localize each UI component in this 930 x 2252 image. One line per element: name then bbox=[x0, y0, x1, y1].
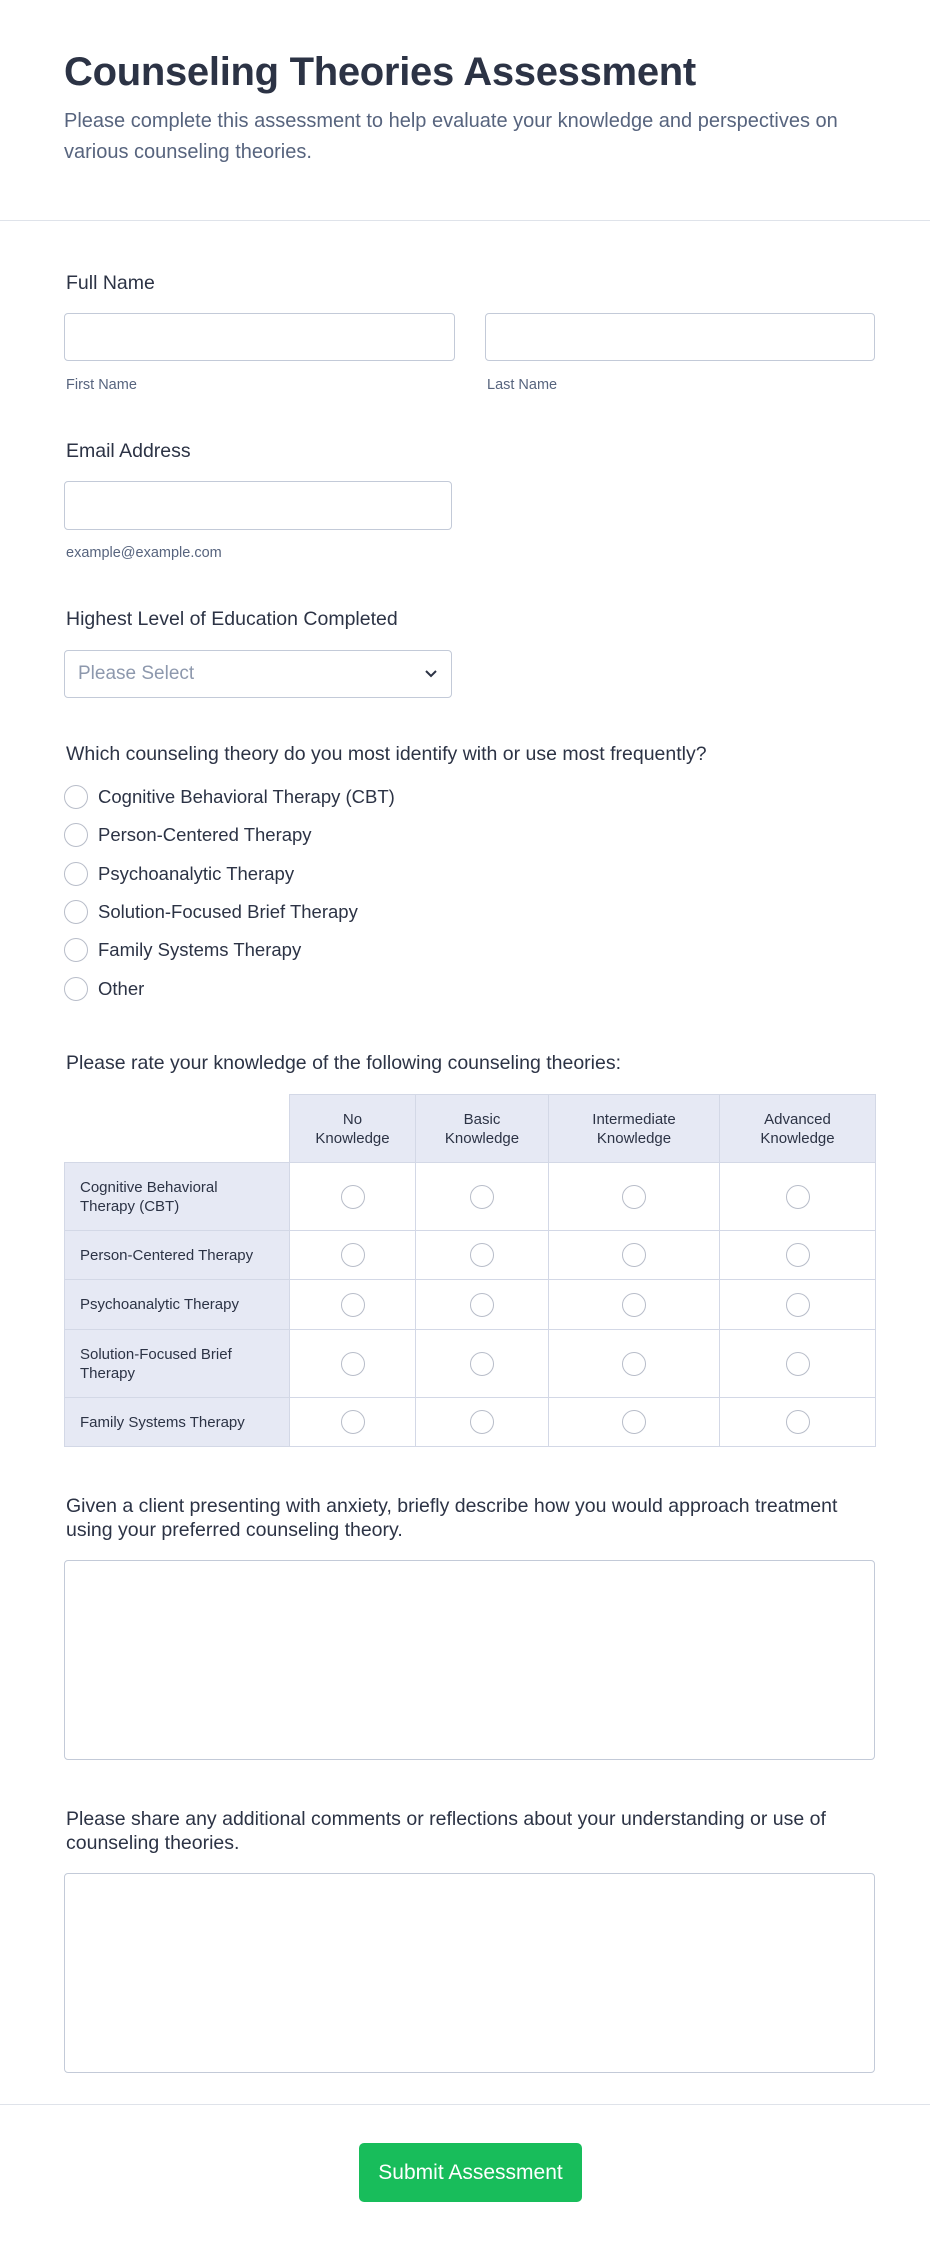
column-header-line: Knowledge bbox=[444, 1129, 520, 1147]
radio-button[interactable] bbox=[786, 1352, 810, 1376]
matrix-cell bbox=[290, 1398, 416, 1447]
radio-button[interactable] bbox=[341, 1243, 365, 1267]
radio-button[interactable] bbox=[786, 1410, 810, 1434]
matrix-row bbox=[65, 1280, 876, 1330]
matrix-cell bbox=[290, 1231, 416, 1280]
radio-button[interactable] bbox=[786, 1185, 810, 1209]
matrix-column-header bbox=[290, 1095, 416, 1163]
radio-button[interactable] bbox=[622, 1352, 646, 1376]
chevron-down-icon bbox=[424, 669, 438, 679]
matrix-cell bbox=[416, 1330, 549, 1398]
theory-option-label: Person-Centered Therapy bbox=[98, 824, 312, 845]
first-name-input[interactable] bbox=[64, 313, 455, 361]
row-label-line: Solution-Focused Brief bbox=[80, 1345, 232, 1363]
radio-button[interactable] bbox=[64, 823, 88, 847]
anxiety-textarea[interactable] bbox=[64, 1560, 875, 1760]
matrix-row-label bbox=[65, 1280, 290, 1330]
column-header-line: Knowledge bbox=[760, 1129, 835, 1147]
row-label-line: Cognitive Behavioral bbox=[80, 1178, 218, 1196]
matrix-row bbox=[65, 1231, 876, 1280]
last-name-sublabel: Last Name bbox=[487, 377, 558, 393]
matrix-row bbox=[65, 1398, 876, 1447]
matrix-row-label bbox=[65, 1330, 290, 1398]
matrix-cell bbox=[549, 1163, 720, 1231]
radio-button[interactable] bbox=[64, 977, 88, 1001]
page-title: Counseling Theories Assessment bbox=[64, 50, 696, 94]
radio-button[interactable] bbox=[341, 1293, 365, 1317]
column-header-line: Knowledge bbox=[315, 1129, 390, 1147]
column-header-line: Basic bbox=[463, 1110, 501, 1128]
row-label-line: Therapy bbox=[80, 1364, 136, 1382]
radio-button[interactable] bbox=[470, 1243, 494, 1267]
theory-option[interactable] bbox=[64, 823, 312, 847]
matrix-corner bbox=[65, 1095, 290, 1163]
matrix-cell bbox=[416, 1231, 549, 1280]
radio-button[interactable] bbox=[622, 1185, 646, 1209]
education-placeholder: Please Select bbox=[78, 663, 195, 684]
footer-divider bbox=[0, 2104, 930, 2105]
radio-button[interactable] bbox=[341, 1185, 365, 1209]
page-description: Please complete this assessment to help evaluate your knowledge and perspectives on various counseling theories. bbox=[64, 110, 838, 163]
row-label-line: Person-Centered Therapy bbox=[80, 1246, 254, 1264]
row-label-line: Psychoanalytic Therapy bbox=[80, 1296, 239, 1313]
radio-button[interactable] bbox=[470, 1185, 494, 1209]
matrix-row-label bbox=[65, 1163, 290, 1231]
radio-button[interactable] bbox=[341, 1410, 365, 1434]
matrix-cell bbox=[549, 1330, 720, 1398]
column-header-line: No bbox=[342, 1110, 363, 1128]
matrix-cell bbox=[290, 1163, 416, 1231]
matrix-row-label bbox=[65, 1398, 290, 1447]
matrix-column-header bbox=[549, 1095, 720, 1163]
matrix-cell bbox=[416, 1280, 549, 1330]
matrix-cell bbox=[720, 1280, 876, 1330]
comments-question: Please share any additional comments or reflections about your understanding or use of counseling theories. bbox=[66, 1808, 826, 1854]
theory-option[interactable] bbox=[64, 977, 144, 1001]
radio-button[interactable] bbox=[470, 1410, 494, 1434]
column-header-line: Advanced bbox=[764, 1110, 831, 1128]
education-select[interactable] bbox=[64, 650, 452, 698]
column-header-line: Intermediate bbox=[592, 1110, 676, 1128]
radio-button[interactable] bbox=[64, 785, 88, 809]
theory-question: Which counseling theory do you most identify with or use most frequently? bbox=[66, 743, 707, 765]
comments-textarea[interactable] bbox=[64, 1873, 875, 2073]
first-name-sublabel: First Name bbox=[66, 377, 137, 393]
email-hint: example@example.com bbox=[66, 545, 222, 561]
matrix-column-header bbox=[720, 1095, 876, 1163]
matrix-cell bbox=[290, 1330, 416, 1398]
theory-option-label: Psychoanalytic Therapy bbox=[98, 863, 295, 884]
submit-button[interactable]: Submit Assessment bbox=[359, 2143, 582, 2202]
theory-option[interactable] bbox=[64, 900, 358, 924]
matrix-row-label bbox=[65, 1231, 290, 1280]
radio-button[interactable] bbox=[64, 938, 88, 962]
radio-button[interactable] bbox=[622, 1410, 646, 1434]
education-label: Highest Level of Education Completed bbox=[66, 608, 398, 630]
anxiety-question: Given a client presenting with anxiety, briefly describe how you would approach treatment using your preferred counseling theory. bbox=[66, 1495, 838, 1541]
matrix-cell bbox=[549, 1280, 720, 1330]
theory-option-label: Family Systems Therapy bbox=[98, 939, 302, 960]
radio-button[interactable] bbox=[470, 1293, 494, 1317]
matrix-cell bbox=[416, 1398, 549, 1447]
full-name-label: Full Name bbox=[66, 272, 155, 294]
radio-button[interactable] bbox=[341, 1352, 365, 1376]
theory-option-label: Solution-Focused Brief Therapy bbox=[98, 901, 358, 922]
matrix-cell bbox=[549, 1231, 720, 1280]
last-name-input[interactable] bbox=[485, 313, 875, 361]
row-label-line: Family Systems Therapy bbox=[80, 1413, 245, 1431]
theory-option-label: Other bbox=[98, 978, 145, 999]
radio-button[interactable] bbox=[786, 1243, 810, 1267]
matrix-cell bbox=[720, 1163, 876, 1231]
matrix-cell bbox=[720, 1398, 876, 1447]
matrix-column-header bbox=[416, 1095, 549, 1163]
radio-button[interactable] bbox=[470, 1352, 494, 1376]
row-label-line: Therapy (CBT) bbox=[80, 1197, 180, 1215]
radio-button[interactable] bbox=[64, 900, 88, 924]
email-label: Email Address bbox=[66, 440, 191, 462]
radio-button[interactable] bbox=[622, 1293, 646, 1317]
matrix-row bbox=[65, 1330, 876, 1398]
matrix-cell bbox=[720, 1330, 876, 1398]
knowledge-matrix bbox=[64, 1094, 876, 1447]
column-header-line: Knowledge bbox=[596, 1129, 672, 1147]
theory-option[interactable] bbox=[64, 938, 301, 962]
header-divider bbox=[0, 220, 930, 221]
matrix-cell bbox=[416, 1163, 549, 1231]
matrix-cell bbox=[549, 1398, 720, 1447]
theory-option-label: Cognitive Behavioral Therapy (CBT) bbox=[98, 786, 395, 807]
matrix-cell bbox=[720, 1231, 876, 1280]
radio-button[interactable] bbox=[786, 1293, 810, 1317]
theory-option[interactable] bbox=[64, 785, 395, 809]
radio-button[interactable] bbox=[64, 862, 88, 886]
matrix-cell bbox=[290, 1280, 416, 1330]
matrix-row bbox=[65, 1163, 876, 1231]
theory-option[interactable] bbox=[64, 862, 294, 886]
email-input[interactable] bbox=[64, 481, 452, 530]
radio-button[interactable] bbox=[622, 1243, 646, 1267]
matrix-question: Please rate your knowledge of the following counseling theories: bbox=[66, 1052, 622, 1074]
